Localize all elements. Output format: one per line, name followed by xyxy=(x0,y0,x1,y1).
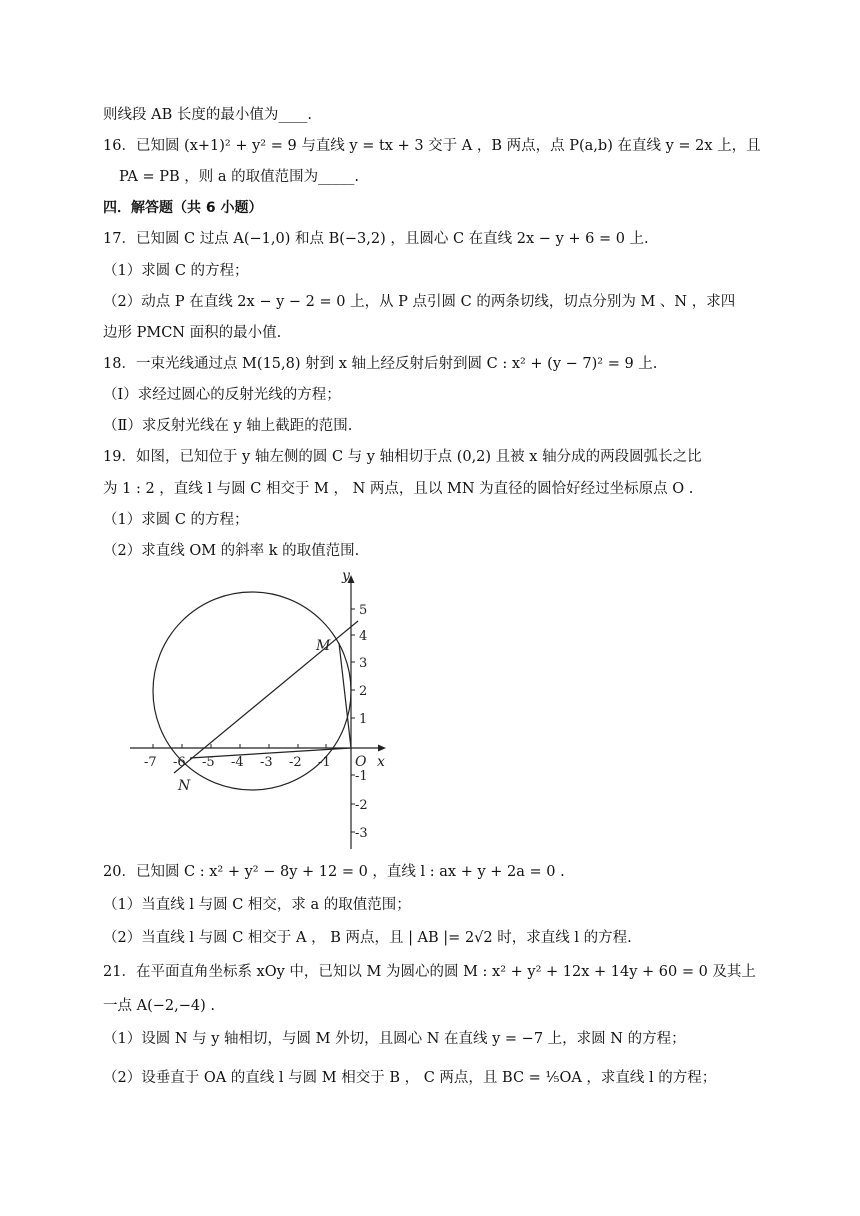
problem-20: 20．已知圆 C : x² + y² − 8y + 12 = 0 ，直线 l : ax + y + 2a = 0 . xyxy=(103,864,565,880)
text-line: （Ⅱ）求反射光线在 y 轴上截距的范围. xyxy=(103,418,353,434)
y-tick-label: 3 xyxy=(359,656,368,671)
text-line: （1）求圆 C 的方程； xyxy=(103,512,249,528)
x-tick-label: -5 xyxy=(202,755,215,770)
text-line: 边形 PMCN 面积的最小值. xyxy=(103,325,282,341)
problem-16: 16．已知圆 (x+1)² + y² = 9 与直线 y = tx + 3 交于 A ，B 两点，点 P(a,b) 在直线 y = 2x 上，且 xyxy=(103,138,761,154)
y-tick-label: -1 xyxy=(355,769,368,784)
text-line: PA = PB ，则 a 的取值范围为_____. xyxy=(119,169,360,185)
geometry-figure xyxy=(130,566,400,856)
y-tick-label: 1 xyxy=(359,712,368,727)
x-tick-label: -1 xyxy=(318,755,331,770)
text-line: （2）当直线 l 与圆 C 相交于 A ， B 两点，且 | AB |= 2√2 时，求直线 l 的方程. xyxy=(103,930,632,946)
x-tick-label: -7 xyxy=(144,755,157,770)
text-line: 一点 A(−2,−4) . xyxy=(103,998,215,1014)
problem-18: 18．一束光线通过点 M(15,8) 射到 x 轴上经反射后射到圆 C : x² + (y − 7)² = 9 上. xyxy=(103,356,658,372)
origin-label: O xyxy=(355,754,367,770)
x-tick-label: -6 xyxy=(173,755,186,770)
y-tick-label: 2 xyxy=(359,684,368,699)
text-line: （2）动点 P 在直线 2x − y − 2 = 0 上，从 P 点引圆 C 的两条切线，切点分别为 M 、N ，求四 xyxy=(103,294,736,310)
x-axis-label: x xyxy=(377,754,385,770)
problem-19: 19．如图，已知位于 y 轴左侧的圆 C 与 y 轴相切于点 (0,2) 且被 x 轴分成的两段圆弧长之比 xyxy=(103,449,702,465)
text-line: 为 1 : 2 ，直线 l 与圆 C 相交于 M ， N 两点，且以 MN 为直径的圆恰好经过坐标原点 O . xyxy=(103,481,694,497)
y-tick-label: 4 xyxy=(359,629,368,644)
text-line: 则线段 AB 长度的最小值为____. xyxy=(103,107,312,123)
text-line: （1）当直线 l 与圆 C 相交，求 a 的取值范围； xyxy=(103,897,411,913)
x-tick-label: -2 xyxy=(289,755,302,770)
y-axis-label: y xyxy=(342,568,350,584)
x-axis-arrow xyxy=(378,745,386,752)
problem-21: 21．在平面直角坐标系 xOy 中，已知以 M 为圆心的圆 M : x² + y² + 12x + 14y + 60 = 0 及其上 xyxy=(103,964,756,980)
text-line: （2）求直线 OM 的斜率 k 的取值范围. xyxy=(103,543,360,559)
x-tick-label: -3 xyxy=(260,755,273,770)
text-line: （2）设垂直于 OA 的直线 l 与圆 M 相交于 B ， C 两点，且 BC = ⅕OA ，求直线 l 的方程； xyxy=(103,1070,717,1086)
line-l xyxy=(174,621,358,773)
point-m-label: M xyxy=(316,638,331,654)
point-n-label: N xyxy=(178,778,191,794)
problem-17: 17．已知圆 C 过点 A(−1,0) 和点 B(−3,2) ，且圆心 C 在直线 2x − y + 6 = 0 上. xyxy=(103,231,649,247)
section-heading: 四．解答题（共 6 小题） xyxy=(103,200,263,216)
y-tick-label: -3 xyxy=(355,826,368,841)
text-line: （1）求圆 C 的方程； xyxy=(103,263,249,279)
text-line: （Ⅰ）求经过圆心的反射光线的方程； xyxy=(103,387,341,403)
y-tick-label: 5 xyxy=(359,603,368,618)
x-tick-label: -4 xyxy=(231,755,244,770)
text-line: （1）设圆 N 与 y 轴相切，与圆 M 外切，且圆心 N 在直线 y = −7 上，求圆 N 的方程； xyxy=(103,1031,686,1047)
y-tick-label: -2 xyxy=(355,798,368,813)
